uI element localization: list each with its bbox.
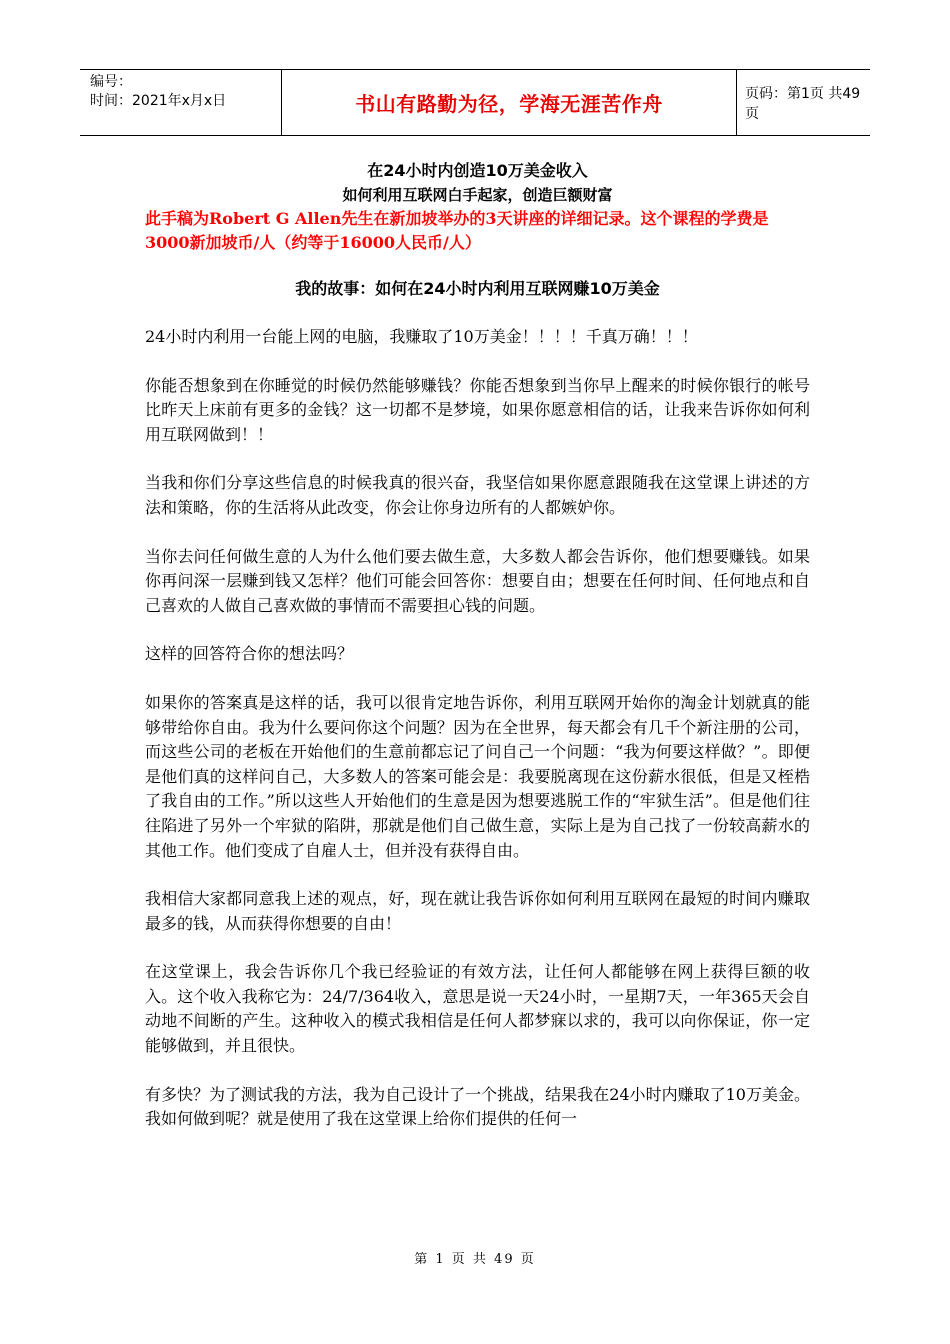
paragraph: 这样的回答符合你的想法吗？ bbox=[145, 644, 354, 664]
paragraph: 我相信大家都同意我上述的观点，好，现在就让我告诉你如何利用互联网在最短的时间内赚取最多的钱，从而获得你想要的自由！ bbox=[145, 889, 810, 933]
paragraph: 当你去问任何做生意的人为什么他们要去做生意，大多数人都会告诉你，他们想要赚钱。如果你再问深一层赚到钱又怎样？他们可能会回答你：想要自由；想要在任何时间、任何地点和自己喜欢的人做自己喜欢做的事情而不需要担心钱的问题。 bbox=[145, 546, 810, 615]
paragraph: 当我和你们分享这些信息的时候我真的很兴奋，我坚信如果你愿意跟随我在这堂课上讲述的方法和策略，你的生活将从此改变，你会让你身边所有的人都嫉妒你。 bbox=[145, 473, 810, 517]
header-page-info: 页码：第1页 共49页 bbox=[745, 85, 861, 122]
paragraph: 有多快？为了测试我的方法，我为自己设计了一个挑战，结果我在24小时内赚取了10万美金。我如何做到呢？就是使用了我在这堂课上给你们提供的任何一 bbox=[145, 1084, 810, 1129]
story-heading: 我的故事：如何在24小时内利用互联网赚10万美金 bbox=[295, 279, 660, 298]
document-subtitle: 如何利用互联网白手起家，创造巨额财富 bbox=[342, 186, 613, 204]
paragraph: 你能否想象到在你睡觉的时候仍然能够赚钱？你能否想象到当你早上醒来的时候你银行的帐号比昨天上床前有更多的金钱？这一切都不是梦境，如果你愿意相信的话，让我来告诉你如何利用互联网做到！！ bbox=[145, 375, 810, 444]
page-footer: 第 1 页 共 49 页 bbox=[414, 1252, 536, 1267]
header-meta bbox=[80, 70, 282, 135]
document-body bbox=[145, 159, 810, 1132]
paragraph: 24小时内利用一台能上网的电脑，我赚取了10万美金！！！！千真万确！！！ bbox=[145, 327, 698, 346]
number-label: 编号： bbox=[90, 74, 132, 90]
time-label: 时间：2021年x月x日 bbox=[90, 93, 227, 109]
header-motto: 书山有路勤为径，学海无涯苦作舟 bbox=[282, 70, 737, 135]
paragraph: 在这堂课上，我会告诉你几个我已经验证的有效方法，让任何人都能够在网上获得巨额的收入。这个收入我称它为：24/7/364收入，意思是说一天24小时，一星期7天，一年365天会自动地不间断的产生。这种收入的模式我相信是任何人都梦寐以求的，我可以向你保证，你一定能够做到，并且很快。 bbox=[145, 962, 810, 1056]
paragraph: 如果你的答案真是这样的话，我可以很肯定地告诉你，利用互联网开始你的淘金计划就真的能够带给你自由。我为什么要问你这个问题？因为在全世界，每天都会有几千个新注册的公司，而这些公司的老板在开始他们的生意前都忘记了问自己一个问题：“我为何要这样做？”。即便是他们真的这样问自己，大多数人的答案可能会是：我要脱离现在这份薪水很低，但是又桎梏了我自由的工作。”所以这些人开始他们的生意是因为想要逃脱工作的“牢狱生活”。但是他们往往陷进了另外一个牢狱的陷阱，那就是他们自己做生意，实际上是为自己找了一份较高薪水的其他工作。他们变成了自雇人士，但并没有获得自由。 bbox=[145, 692, 810, 860]
document-title: 在24小时内创造10万美金收入 bbox=[367, 161, 588, 180]
page-header bbox=[80, 69, 870, 136]
red-note: 此手稿为Robert G Allen先生在新加坡举办的3天讲座的详细记录。这个课程的学费是3000新加坡币/人（约等于16000人民币/人） bbox=[145, 209, 769, 252]
